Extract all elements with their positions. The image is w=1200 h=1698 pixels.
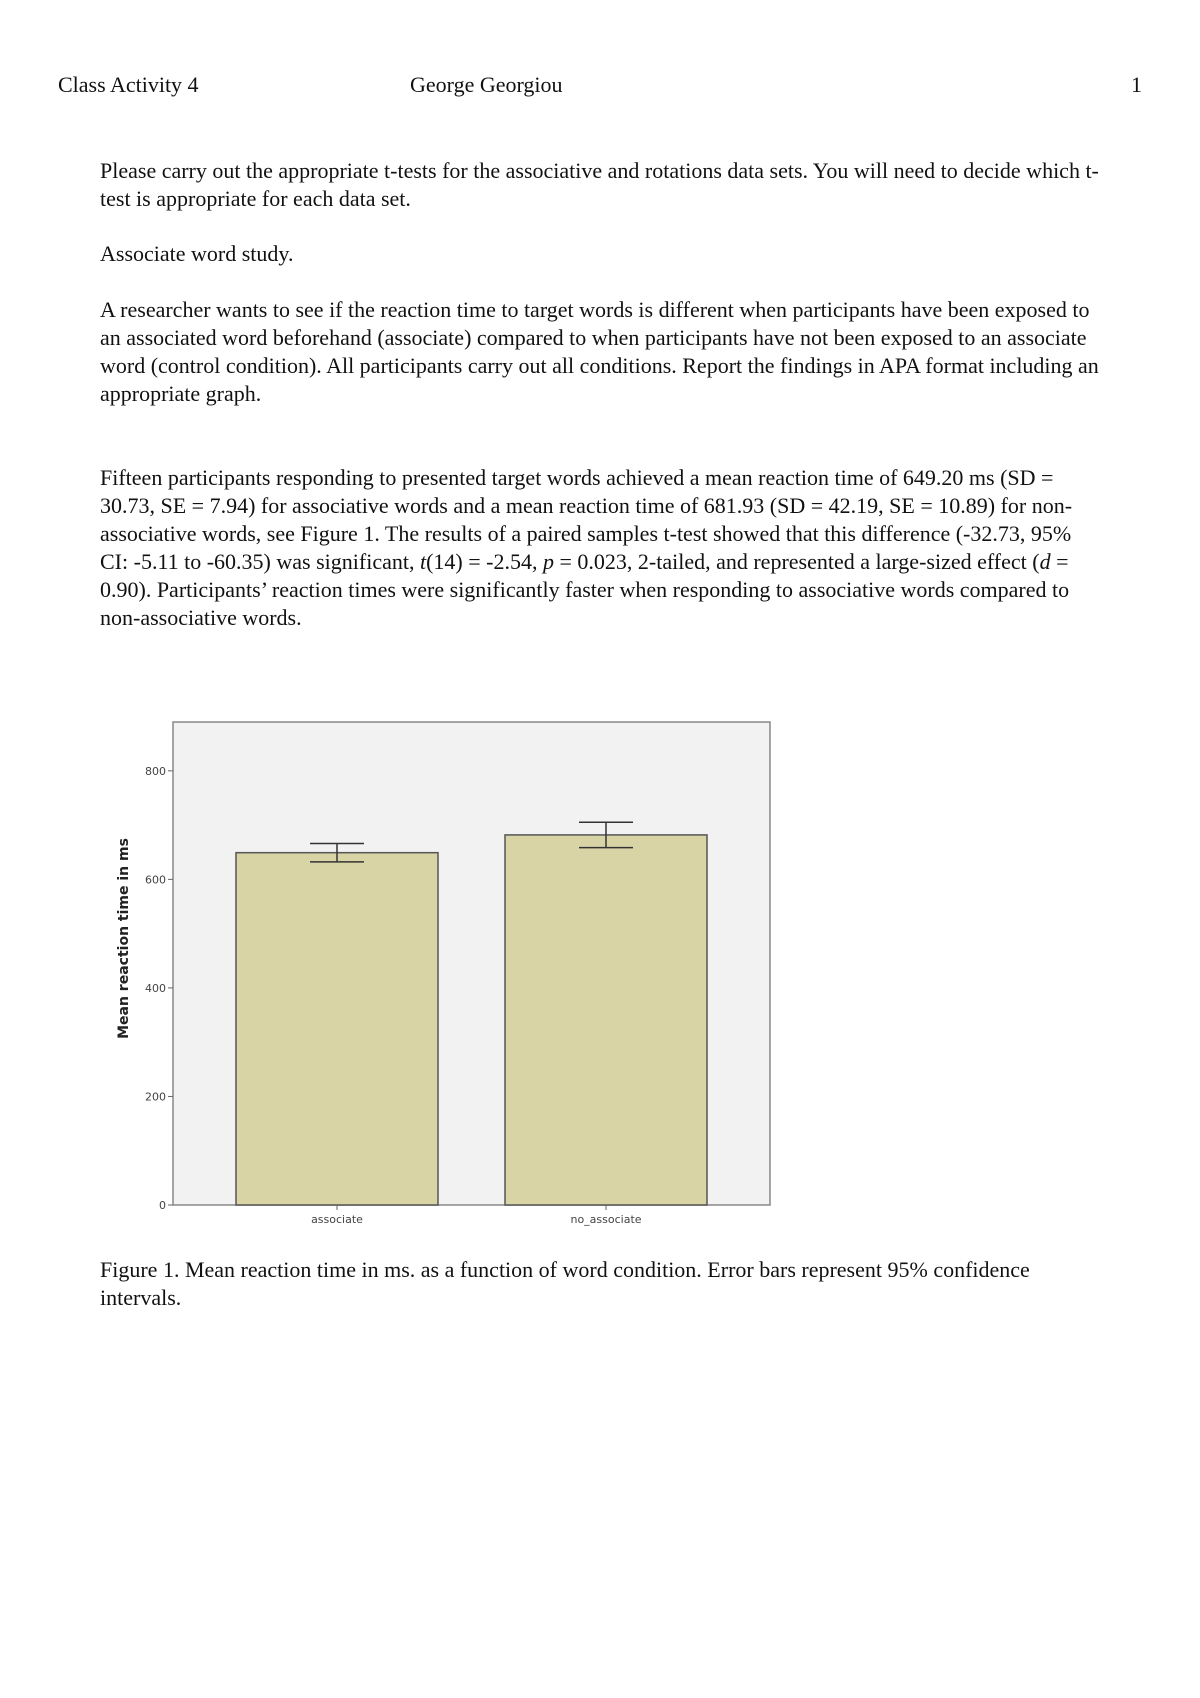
results-part-1: Fifteen participants responding to presented target words achieved a mean reaction time of 649.20 ms (SD = 30.73, SE = 7.94) for associative words and a mean reaction time of 681.93 (SD = 42.19, SE = 10.89) for non-associative words, see Figure 1. The results of a paired samples t-test showed that this difference (-32.73, 95% CI: -5.11 to -60.35) was significant,	[100, 465, 1073, 574]
y-tick-label: 0	[159, 1199, 166, 1212]
task-text: A researcher wants to see if the reaction time to target words is different when participants have been exposed to an associated word beforehand (associate) compared to when participants have not been exposed to an associate word (control condition). All participants carry out all conditions. Report the findings in APA format including an appropriate graph.	[100, 297, 1099, 406]
page-header	[58, 72, 1142, 102]
d-symbol: d	[1039, 549, 1051, 574]
figure-caption-text: Figure 1. Mean reaction time in ms. as a function of word condition. Error bars represent 95% confidence intervals.	[100, 1257, 1030, 1310]
section-title-text: Associate word study.	[100, 241, 294, 266]
results-part-2: (14) = -2.54,	[426, 549, 543, 574]
y-tick-label: 800	[145, 764, 166, 778]
y-tick-label: 600	[145, 873, 166, 887]
bar-chart	[110, 710, 790, 1230]
y-axis-label: Mean reaction time in ms	[116, 838, 132, 1039]
intro-paragraph	[100, 157, 1100, 213]
p-symbol: p	[542, 549, 554, 574]
y-tick-label: 200	[145, 1090, 166, 1104]
results-paragraph	[100, 464, 1100, 632]
figure-caption	[100, 1256, 1100, 1312]
x-tick-label: associate	[311, 1213, 363, 1226]
t-symbol: t	[419, 549, 427, 574]
header-title: Class Activity 4	[58, 72, 199, 97]
task-paragraph	[100, 296, 1100, 408]
page-number: 1	[1131, 72, 1142, 97]
results-text	[100, 464, 1100, 632]
bar-no_associate	[505, 835, 707, 1205]
results-part-4: = 0.90). Participants’ reaction times were significantly faster when responding to associative words compared to non-associative words.	[100, 549, 1070, 630]
results-part-3: = 0.023, 2-tailed, and represented a large-sized effect (	[553, 549, 1040, 574]
y-tick-label: 400	[145, 981, 166, 995]
intro-text: Please carry out the appropriate t-tests for the associative and rotations data sets. You will need to decide which t-test is appropriate for each data set.	[100, 158, 1099, 211]
header-author: George Georgiou	[410, 72, 563, 97]
x-tick-label: no_associate	[570, 1213, 642, 1226]
section-title	[100, 240, 1100, 268]
bar-associate	[236, 853, 438, 1205]
